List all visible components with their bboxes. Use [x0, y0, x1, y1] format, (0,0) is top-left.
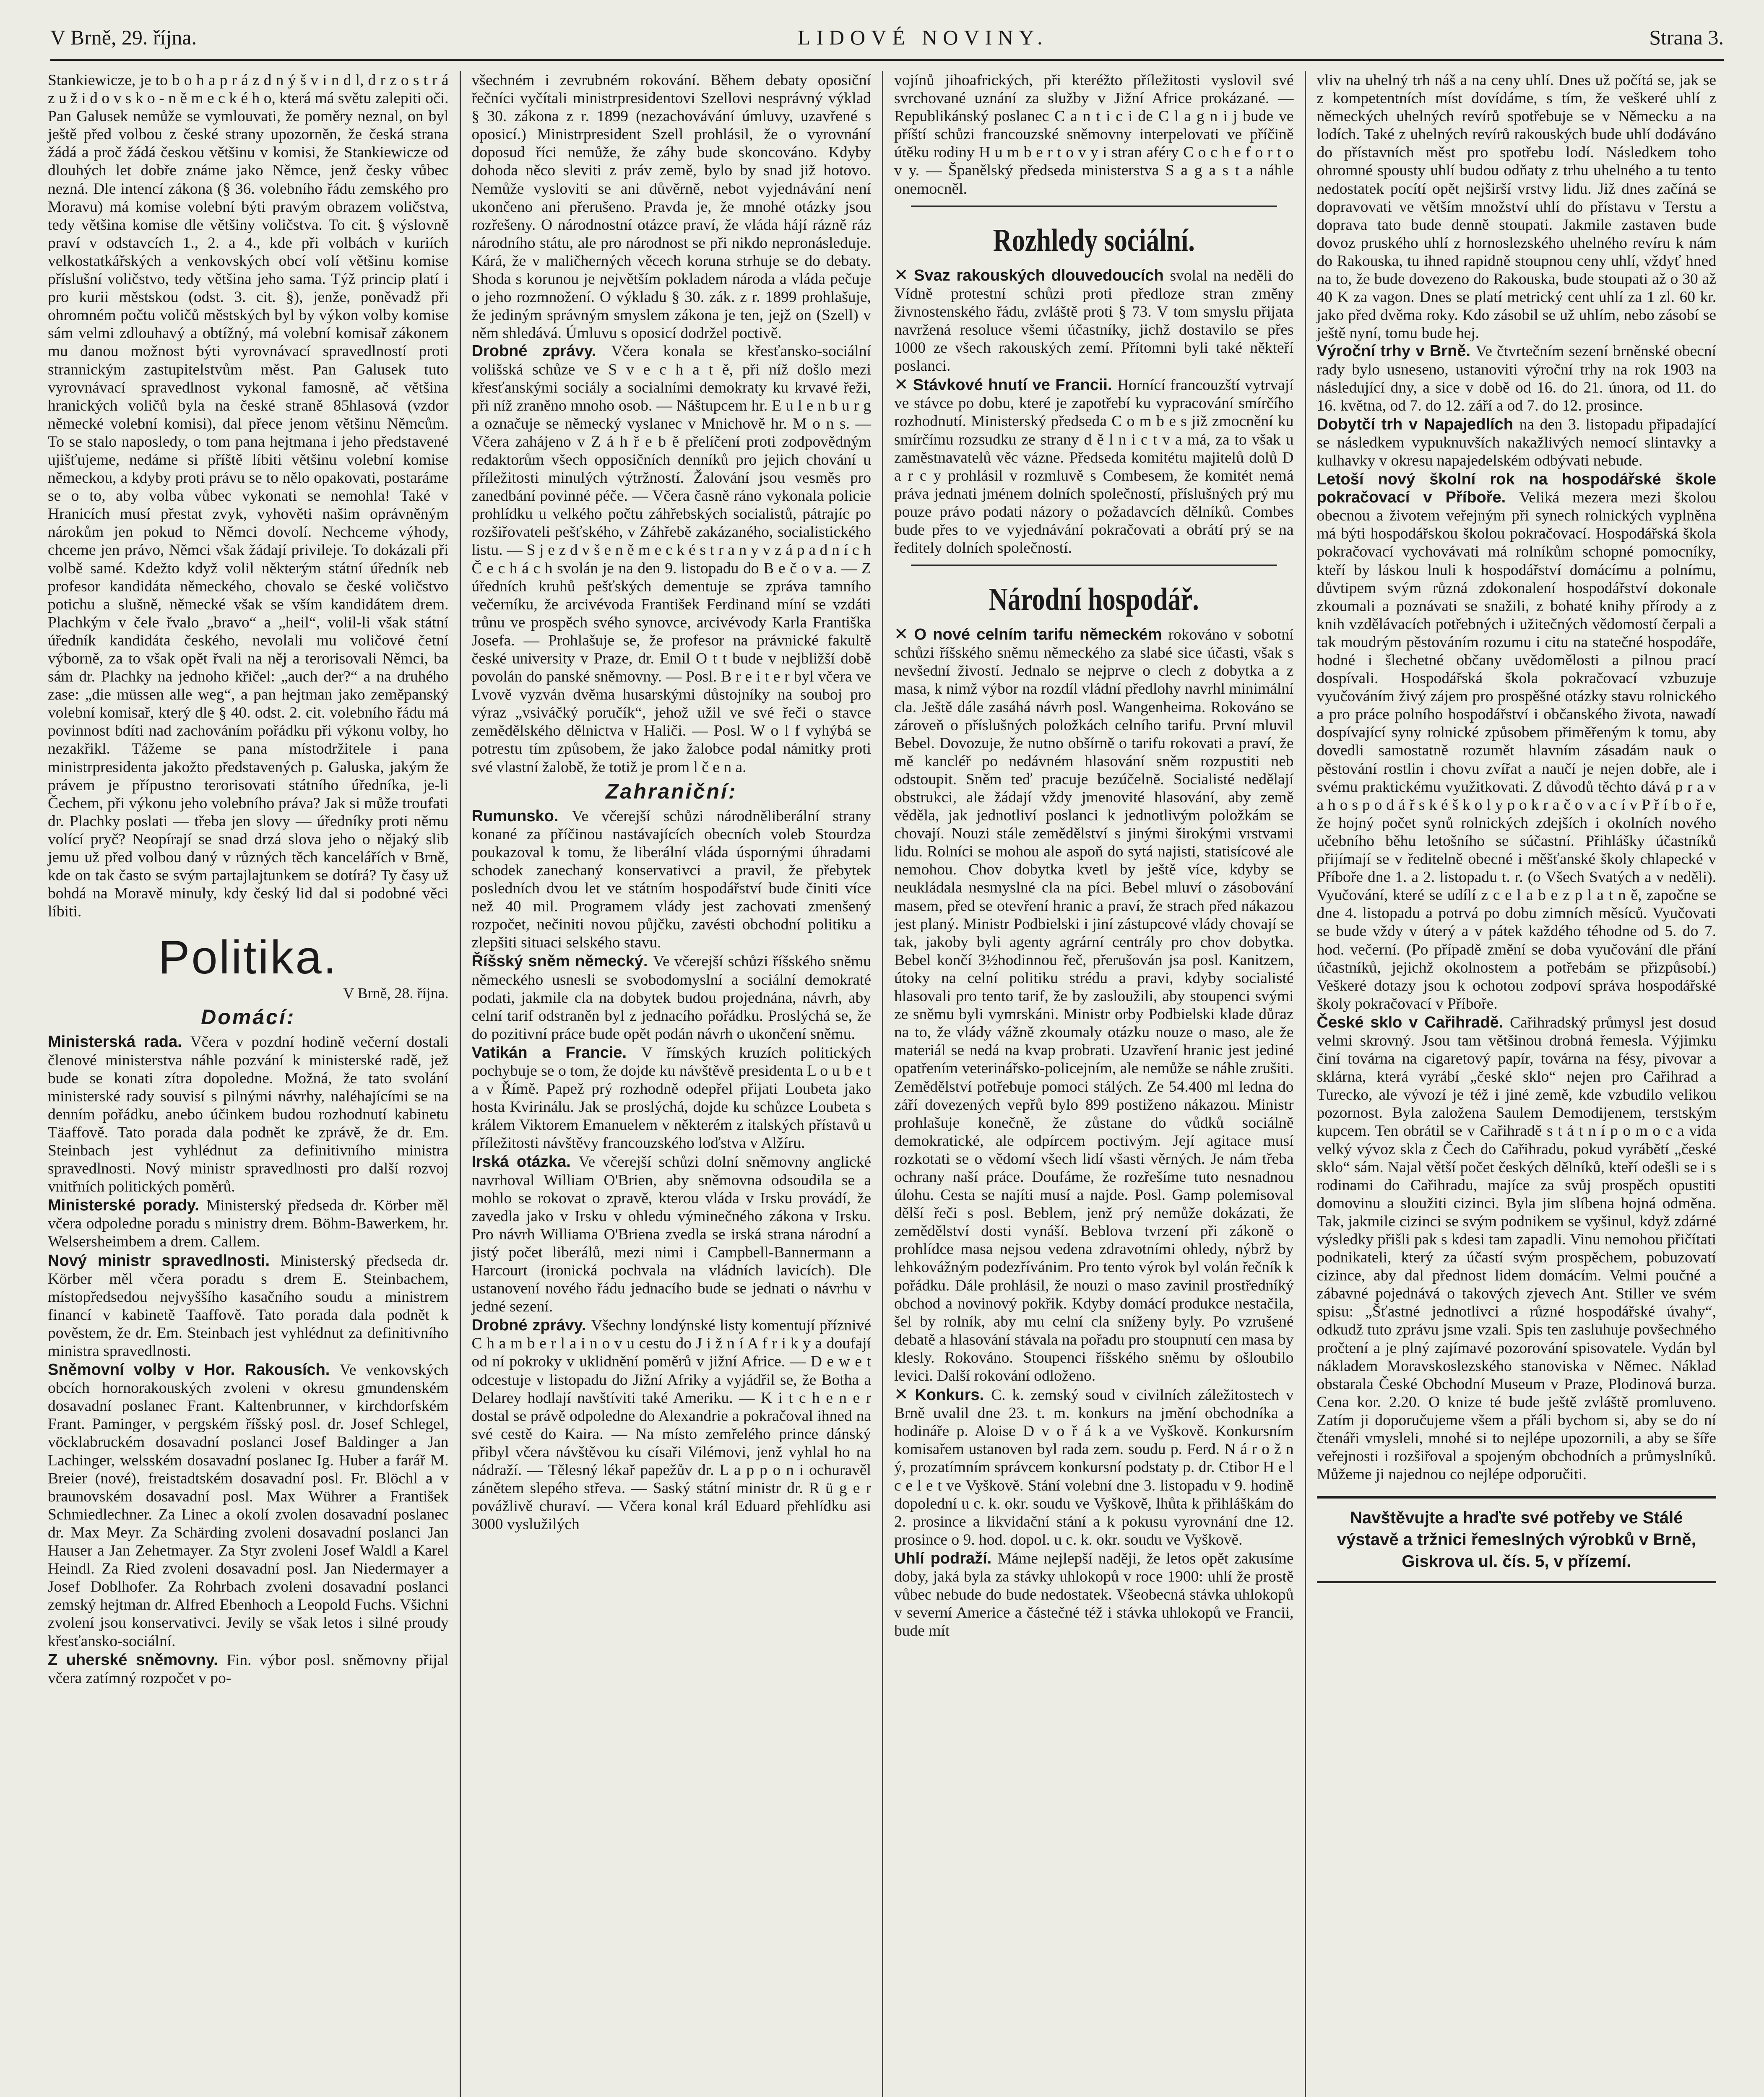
news-heading: Nový ministr spravedlnosti. — [48, 1251, 281, 1270]
news-item — [48, 1651, 449, 1687]
news-body: Včera v pozdní hodině večerní dostali členové ministerstva náhle pozvání k ministerské radě, jež bude se konati zítra dopoledne. Možná, že tato svolání ministerské rady souvisí s pilnými návrhy, naléhajícími se na denním pořádku, anebo účinkem budou rozhodnutí kabinetu Täaffově. Tato porada dala podnět ke zprávě, že dr. Em. Steinbach jest vyhlédnut za definitivního ministra spravedlnosti. Nový ministr spravedlnosti pro další rozvoj vnitřních politických poměrů. — [48, 1033, 449, 1196]
news-body: svolal na neděli do Vídně protestní schůzi proti předloze stran změny živnostenského řádu, zvláště proti § 73. V tom smyslu přijata navržená resoluce všemi účastníky, jichž dostavilo se přes 1000 ze všech rakouských zemí. Přítomni byli také někteří poslanci. — [894, 267, 1294, 375]
news-body: Máme nejlepší naději, že letos opět zakusíme doby, jaká byla za stávky uhlokopů v roce 1900: uhlí že prostě vůbec nebude do bude nedostatek. Všeobecná stávka uhlokopů v severní Americe a částečné též i stávka uhlokopů ve Francii, bude mít — [894, 1550, 1294, 1640]
news-item — [1317, 342, 1717, 414]
news-item — [1317, 1014, 1717, 1483]
news-heading: Sněmovní volby v Hor. Rakousích. — [48, 1361, 340, 1379]
news-heading: Stávkové hnutí ve Francii. — [913, 376, 1118, 394]
news-body: Cařihradský průmysl jest dosud velmi skrovný. Jsou tam většinou drobná řemesla. Výjimku činí továrna na cigaretový papír, továrna na fésy, pivovar a sklárna, která vyrábí „české sklo“ nejen pro Cařihrad a Turecko, ale vývozí je též i jiné země, kde vzbudilo velikou pozornost. Byla založena Saulem Demodijenem, terstským kupcem. Ten obrátil se v Cařihradě s t á t n í p o m o c a vida velký vývoz skla z Čech do Cařihradu, pokud vyrábětí „české sklo“ sám. Najal větší počet českých dělníků, kteří odešli se i s rodinami do Cařihradu, majíce za svůj prospěch opustiti domovinu a sloužiti cizinci. Byla jim slíbena hojná odměna. Tak, jakmile cizinci se svým podnikem se vyšinul, když zdárné výsledky přišli pak s kdesi tam zapadli. Vinu nemohou přičítati podnikateli, který za účastí svým prospěchem, pobuzovatí cizince, aby dal přednost lidem domácím. Velmi poučné a zábavné pojednává o takových zjevech Ant. Stiller ve svém spisu: „Šťastné jednotlivci a různé hospodářské úvahy“, odkudž tuto zprávu jsme vzali. Spis ten zasluhuje povšechného pročtení a je plný zajímavé pozorování spisovatele. Vydán byl nákladem Moravskoslezského stanoviska v Němec. Náklad obstarala České Obchodní Museum v Praze, Plodinová burza. Cena kor. 2.20. O knize té bude ještě zvláště promluveno. Zatím ji doporučujeme všem a přáli bychom si, aby se do ní čtenáři vmysleli, mnohé si to nejlépe upozornili, a aby se šíře veřejnosti i rozšiřoval a spojeným obchodních a průmyslníků. Můžeme ji najednou co nejlépe odporučiti. — [1316, 1014, 1716, 1483]
header-place-date: V Brně, 29. října. — [50, 26, 197, 49]
news-body: Všechny londýnské listy komentují příznivé C h a m b e r l a i n o v u cestu do J i ž n í A f r i k y a doufají od ní pokroky v uklidnění poměrů v jižní Africe. — D e w e t odcestuje v listopadu do Jižní Afriky a vyjádřil se, že Botha a Delarey hodlají navštíviti také Ameriku. — K i t c h e n e r dostal se právě odpoledne do Alexandrie a pokračoval ihned na své cestě do Kaira. — Na místo zemřelého prince dánský přibyl včera návštěvou ku císaři Vilémovi, jenž vyhlal ho na nádraží. — Tělesný lékař papežův dr. L a p p o n i ochuravěl zánětem slepého střeva. — Saský státní ministr dr. R ü g e r povážlivě churaví. — Včera konal král Eduard přehlídku asi 3000 vyslužilých — [471, 1317, 871, 1533]
rubric-rozhledy-socialni: Rozhledy sociální. — [993, 222, 1195, 258]
article-continuation: vojínů jihoafrických, při kteréžto příležitosti vyslovil své svrchované uznání za služby v Jižní Africe prokázané. — Republikánský poslanec C a n t i c i de C l a g n i j bude ve příští schůzi francouzské sněmovny interpelovati ve příčině útěku rodiny H u m b e r t o v y i stran aféry C o c h e f o r t o v y. — Španělský předseda ministerstva S a g a s t a náhle onemocněl. — [894, 72, 1294, 198]
news-body: rokováno v sobotní schůzi říšského sněmu německého za slabé sice účasti, však s nevšední živostí. Jednalo se nejprve o clech z dobytka a z masa, k nimž výbor na rozdíl vládní předlohy navrhl minimální cla. Ještě dále zasáhá návrh posl. Wangenheima. Rokováno se zároveň o příslušných položkách celního tarifu. První mluvil Bebel. Dovozuje, že nutno obšírně o tarifu rokovati a praví, že mě kancléř po nedávném hlasování sněm rozpustiti neb odstoupit. Sněm teď pracuje bezúčelně. Socialisté nedělají obstrukci, ale žádají vždy jmenovité hlasování, aby země věděla, jak jednotliví poslanci k jednotlivým položkám se chovají. Nouzi stále zemědělství s jinými širokými vrstvami lidu. Rolníci se mohou ale aspoň do sytá najisti, statisícové ale nemohou. Chov dobytka kvetl by ještě více, kdyby se neukládala nesmyslné cla na píci. Bebel mluví o zásobování masem, před se otevření hranic a praví, že strach před nákazou jest planý. Ministr Podbielski i jiní zástupcové vlády chovají se tak, jakoby byli agenty agrární centrály pro chov dobytka. Bebel končí 3½hodinnou řeč, přerušován jsa posl. Kanitzem, útoky na celní politiku strédu a pravi, kdyby socialisté hlasovali pro tento tarif, že by zasloužili, aby stoupenci svými ze sněmu byli vymrskáni. Ministr orby Podbielski klade důraz na to, že vlády vážně zkoumaly otázku nouze o maso, ale že materiál se nedá na kvap probrati. Uzavření hranic jest jediné opatřením veterinářsko-policejním, ale nemůže se náhle zrušiti. Zemědělství potřebuje pomoci stálých. Ze 54.400 ml ledna do září dovezených vepřů bylo 899 postiženo nákazou. Ministr prohlašuje konečně, že zůstane do vůdků sociálně demokratické, ale odpírcem poctivým. Její agitace musí rozkotati se o vědomí všech lidí všasti věrných. Je nám třeba ochrany naší práce. Doufáme, že rozřešíme tuto nesnadnou úlohu. Cesta se najíti musí a najde. Posl. Gamp polemisoval dělší řeči s posl. Beblem, jenž prý nemůže dokázati, že zemědělství dosti vynáší. Beblova tvrzení při zákoně o prohlídce masa nejsou vedena zdravotními ohledy, nýbrž by lehkovážným podezřívánim. Pro tento výrok byl volán řečník k pořádku. Dále prohlásil, že nouzi o maso zavinil prostředníký obchod a novinový pokřik. Kdyby domácí produkce nestačila, šel by rolník, aby mu celní cla sníženy byly. Po vzrušené debatě a hlasování stávala na pořadu pro stoupnutí cen masa by klesly. Rokováno. Stoupenci říšského sněmu by ošloubilo levici. Další rokování odloženo. — [894, 626, 1294, 1384]
news-heading: Letoší nový školní rok na hospodářské škole pokračovací v Příboře. — [1316, 471, 1716, 507]
news-body: Ve čtvrtečním sezení brněnské obecní rady bylo usneseno, ustanoviti výroční trhy na rok 1903 na následující dny, a sice v době od 16. do 21. února, od 11. do 16. května, od 7. do 12. září a od 7. do 12. prosince. — [1316, 343, 1717, 414]
news-heading: Drobné zprávy. — [471, 342, 611, 360]
news-item — [472, 1153, 872, 1316]
news-body: Ve včerejší schůzi národněliberální strany konané za příčinou nastávajících obecních voleb Stourdza poukazoval k tomu, že liberální vláda úspornými úhradami schodek zanechaný konservativci a pravil, že přebytek posledních dvou let ve státním hospodářství bude činiti více než 40 mil. Programem vlády jest zachovati zmenšený rozpočet, nečiniti novou půjčku, zavésti obchodní politiku a zlepšiti situaci selského stavu. — [471, 807, 872, 952]
article-continuation: všechném i zevrubném rokování. Během debaty oposiční řečníci vyčítali ministrpresidentovi Szellovi nesprávný výklad § 30. zákona z r. 1899 (nezachovávání úmluvy, uzavřené s oposicí.) Ministrpresident Szell prohlásil, že o vyrovnání doposud říci nemůže, že záhy bude skoncováno. Kdyby dohoda něco sleviti z práv země, bylo by snad již hotovo. Nemůže vysloviti se ani důvěrně, nebot vyjednávání není ukončeno ani přerušeno. Pravda je, že mnohé otázky jsou rozřešeny. O národnostní otázce praví, že vláda hájí rázně ráz národního státu, ale pro národnost se při nikdo nepronásleduje. Kárá, že v maličherných věcech koruna strhuje se do debaty. Shoda s korunou je největším pokladem národa a vláda pečuje o jeho rozmnožení. O výkladu § 30. zák. z r. 1899 prohlašuje, že jediným správným smyslem zákona je ten, jejž on (Szell) v něm shledává. Úmluvu s oposicí dodržel poctivě. — [471, 72, 871, 342]
news-item — [894, 266, 1294, 375]
news-body: C. k. zemský soud v civilních záležitostech v Brně uvalil dne 23. t. m. konkurs na jmění obchodníka a hodináře p. Aloise D v o ř á k a ve Vyškově. Konkursním komisařem ustanoven byl rada zem. soudu p. Ferd. N á r o ž n ý, prozatímním správcem konkursní podstaty p. dr. Ctibor H e l c e l e t ve Vyškově. Stání volební dne 3. listopadu v 9. hodině dopolední u c. k. okr. soudu ve Vyškově, lhůta k přihláškám do 2. prosince a likvidační stání a k pokusu vyrovnání dne 12. prosince o 9. hod. dopol. u c. k. okr. soudu ve Vyškově. — [894, 1387, 1294, 1548]
subsection-zahranicni: Zahraniční: — [606, 779, 737, 803]
section-title-politika: Politika. — [158, 931, 338, 984]
article-continuation: vliv na uhelný trh náš a na ceny uhlí. Dnes už počítá se, jak se z kompetentních míst dovídáme, s tím, že veškeré uhlí z německých uhelných revírů spotřebuje se v Německu a na lodích. Také z uhelných revírů rakouských bude uhlí dodáváno do přístavních měst pro spotřebu lodí. Následkem toho ohromné spousty uhlí budou odňaty z trhu uhelného a tu tento nedostatek pocítí opět nejširší vrstvy lidu. Již dnes začíná se dopravovati ve větším množství uhlí do přístavu v Terstu a doprava tato bude denně stoupati. Jakmile zastaven bude dovoz pruského uhlí z hornoslezského uhelného revíru k nám do Rakouska, tu ihned rapidně stoupnou ceny uhlí, vždyť hned na to, že bude dovezeno do Rakouska, bude stoupati až o 30 až 40 K za vagon. Dnes se platí metrický cent uhlí za 1 zl. 60 kr. jako před dvěma roky. Kdo zásobil se už uhlím, nebo zásobí se ještě nyní, tomu bude hej. — [1316, 72, 1716, 342]
news-heading: O nové celním tarifu německém — [914, 626, 1168, 644]
text-columns — [37, 71, 1727, 2097]
news-item — [48, 1033, 449, 1196]
news-item — [472, 952, 872, 1043]
news-item — [894, 376, 1294, 557]
news-heading: Výroční trhy v Brně. — [1316, 342, 1476, 360]
news-item — [1317, 416, 1717, 470]
news-heading: Rumunsko. — [471, 807, 572, 825]
news-heading: Irská otázka. — [471, 1153, 579, 1171]
column-2 — [460, 71, 882, 2097]
news-item — [1317, 471, 1717, 1013]
news-item — [48, 1252, 449, 1361]
news-body: Fin. výbor posl. sněmovny přijal včera zatímný rozpočet v po- — [48, 1651, 449, 1687]
subsection-domaci: Domácí: — [201, 1005, 296, 1029]
news-body: Hornící francouzští vytrvají ve stávce po dobu, které je zapotřebí ku vypracování smírčího rozhodnutí. Ministerský předseda C o m b e s již zmocnění ku smírčímu rozsudku ze strany d ě l n i c t v a má, za to však u zaměstnavatelů věc vázne. Předseda komitétu majitelů dolů D a r c y prohlásil v rozmluvě s Combesem, že komitét nemá práva jednati jménem dolních společností, příslušných prý mu pouze právo podati názory o požadavcích dělníků. Combes bude přes to ve vyjednávání pokračovati a obrátí prý se na ředitely dolních společností. — [894, 377, 1294, 557]
news-body: Ve včerejší schůzi dolní sněmovny anglické navrhoval William O'Brien, aby sněmovna odsoudila se a mohlo se rokovat o zpravě, kterou vláda v Irsku provádí, že zavedla jako v Irsku v ohledu výminečného zákona v Irsku. Pro návrh Williama O'Briena zvedla se irská strana národní a jistý počet liberálů, mezi nimi i Campbell-Bannermann a Harcourt (ironická pochvala na vládních lavicích). Dle ustanovení nového řádu jednacího bude se jednati o návrhu v jedné sezení. — [471, 1153, 871, 1316]
news-heading: Ministerská rada. — [48, 1033, 190, 1051]
article-continuation: Stankiewicze, je to b o h a p r á z d n ý š v i n d l, d r z o s t r á z u ž i d o v s k o - n ě m e c k é h o, která má světu zalepiti oči. Pan Galusek nemůže se vymlouvati, že poměry neznal, on byl ještě před volbou z české strany upozorněn, že česká strana žádá a proč žádá českou většinu v komisi, že Stankiewicze od dlouhých let dobře známe jako Němce, jenž česky vůbec nezná. Dle intencí zákona (§ 36. volebního řádu zemského pro Moravu) má komise volební býti pravým obrazem voličstva, tedy většina komise dle většiny voličstva. To cit. § výslovně praví v odstavcích 1., 2. a 4., kde při volbách v kuriích velkostatkářských a venkovských obcí volí většinu komise příslušní voličstvo, tedy většina jeho sama. Týž princip platí i pro kurii městskou (odst. 3. cit. §), jenže, poněvadž při ohromném počtu voličů městských byl by výkon volby komise sám velmi zdlouhavý a obtížný, má volební komisař zákonem mu danou možnost býti vyrovnávací spravedlností proti strannickým zastupitelstvům měst. Pan Galusek tuto vyrovnávací spravedlnost vykonal famosně, ač většina hranických voličů byla na české straně 85hlasová (vzdor německé volební komisi), dal přece jenom většinu Němcům. To se stalo naposledy, o tom pana hejtmana i jeho představené ujišťujeme, nedáme si příště líbiti většinu volební komise německou, a kdyby proti právu se to nělo opakovati, postaráme se o to, aby volba vůbec vykonati se nemohla! Také v Hranicích musí přestat zvyk, vyhověti našim oprávněným nárokům jen pokud to Němci dovolí. Nechceme výhody, chceme jen právo, Němci však žádají privileje. To dokázali při volbě samé. Kdežto když volil některým státní úředník neb profesor kandidáta německého, chovalo se české voličstvo potichu a slušně, německé však se vším kandidátem drem. Plachkým v čele řvalo „bravo“ a „heil“, volil-li však státní úředník kandidáta českého, nevolali mu voličové četní výborně, za to však opět řvali na něj a terorisovali Němci, ba sám dr. Plachky na jednoho křičel: „auch der?“ a na druhého zase: „die müssen alle weg“, a pan hejtman jako zeměpanský volební komisař, který dle § 40. odst. 2. cit. volebního řádu má povinnost bdíti nad zachováním pořádku při výkonu volby, ho nezakřikl. Tážeme se pana místodržitele i pana ministrpresidenta jakožto představených p. Galuska, jakým že právem je přípustno terorisovati státního úředníka, je-li Čechem, při výkonu jeho volebního práva? Jak si může troufati dr. Plachky poslati — třeba jen slovy — úředníky proti němu volící pryč? Neopírají se snad drzá slova jeho o nějaký slib jemu už před volbou daný v různých těch kancelářích v Brně, kde on tak často se svým partajlajtunkem se dotírá? Ty časy už bohdá na Moravě minuly, kdy český lid dal si podobné věci líbiti. — [48, 72, 449, 921]
news-heading: Z uherské sněmovny. — [48, 1651, 227, 1669]
news-item — [472, 807, 872, 952]
news-heading: Ministerské porady. — [48, 1197, 206, 1215]
section-rule — [911, 206, 1277, 207]
news-item — [894, 625, 1294, 1385]
news-heading: Dobytčí trh v Napajedlích — [1316, 415, 1519, 433]
cross-mark-icon: ✕ — [894, 1385, 908, 1405]
rubric-narodni-hospodar: Národní hospodář. — [989, 582, 1199, 617]
news-body: Včera konala se křesťansko-sociální volišská schůze ve S v e c h a t ě, při níž došlo mezi křesťanskými sociály a socialními demokraty ku krvavé řeži, při níž zraněno mnoho osob. — Náštupcem hr. E u l e n b u r g a označuje se německý vyslanec v Mnichově hr. M o n s. — Včera zahájeno v Z á h ř e b ě přelíčení proti zodpovědným redaktorům všech opposičních denníků pro jejich chování u příležitosti minulých výtržností. Žalování jsou vesměs pro zanedbání povinné péče. — Včera časně ráno vykonala policie prohlídku u velkého počtu záhřebských socialistů, pátrajíc po rozšiřovateli pešťského, v Záhřebě zakázaného, socialistického listu. — S j e z d v š e n ě m e c k é s t r a n y v z á p a d n í c h Č e c h á c h svolán je na den 9. listopadu do B e č o v a. — Z úředních kruhů pešťských dementuje se zpráva tamního večerníku, že arcivévoda František Ferdinand míní se vzdáti trůnu ve prospěch svého synovce, arcivévody Karla Františka Josefa. — Prohlašuje se, že profesor na právnické fakultě české university v Praze, dr. Emil O t t bude v nejbližší době povolán do panské sněmovny. — Posl. B r e i t e r byl včera ve Lvově vyzván dvěma husarskými důstojníky na souboj pro výraz „vsiváčký poručík“, jehož užil ve své řeči o stavce zemědělského dělnictva v Haliči. — Posl. W o l f vyhýbá se potrestu tím způsobem, že jako žalobce podal námitky proti své vlastní žalobě, že totiž je prom l č e n a. — [471, 343, 871, 776]
news-body: na den 3. listopadu připadající se následkem vypuknuvších nakažlivých nemocí slintavky a kulhavky v okresu napajedelském odbývati nebude. — [1316, 416, 1716, 469]
cross-mark-icon: ✕ — [894, 624, 908, 644]
news-heading: Uhlí podraží. — [894, 1549, 998, 1567]
page-header — [50, 25, 1724, 61]
section-rule — [911, 565, 1277, 566]
column-4 — [1305, 71, 1728, 2097]
news-heading: Svaz rakouských dlouvedoucích — [914, 266, 1170, 284]
header-paper-title: LIDOVÉ NOVINY. — [797, 26, 1049, 49]
news-body: Veliká mezera mezi školou obecnou a životem veřejným při synech rolnických vyplněna má býti hospodářskou školou pokračovací. Hospodářská škola pokračovací vychovávati má rolníkům schopné pomocníky, kteří by láskou lnuli k hospodářství domácímu a polnímu, důvtipem svým různá zdokonalení hospodářství dokonale zkoumali a poznávati se snažili, z bohaté knihy přírody a z knih vzdělávacích potřebných i užitečných vědomostí čerpali a tak moudrým pěstováním rozumu i citu na statečné hospodáře, hodné i šlechetné občany uvědomělosti a pilnou prací dospívali. Hospodářská škola pokračovací vzbuzuje vyučováním živý zájem pro prospěšné otázky stavu rolnického a pro práce polního hospodářství i občanského života, nawadí dospívající syny rolnické způsobem přiměřeným k tomu, aby dovedli samostatně rozumět hlavním zásadám nauk o pěstování rostlin i chovu zvířat a naučí je nejen dobře, ale i svému praktickému využitkovati. Z důvodů těchto dává p r a v a h o s p o d á ř s k é š k o l y p o k r a č o v a c í v P ř í b o ř e, že hojný počet synů rolnických zdejších i okolních nového učebního běhu letošního se súčastní. Přihlášky účastníků přijímají se v ředitelně obecné i měšťanské školy chlapecké v Příboře dne 1. a 2. listopadu t. r. (o Všech Svatých a v neděli). Vyučování, které se udílí z c e l a b e z p l a t n ě, započne se dne 4. listopadu a potrvá po dobu zimních měsíců. Vyučovati se bude vždy v úterý a v pátek každého téhodne od 5. do 7. hod. večerní. (Po případě změní se doba vyučování dle přání účastníků, jejichž okolnostem a potřebám se přizpůsobí.) Veškeré dotazy jsou k ochotou zodpoví správa hospodářské školy pokračovací v Příboře. — [1316, 489, 1716, 1012]
news-heading: České sklo v Cařihradě. — [1316, 1013, 1510, 1031]
column-3 — [882, 71, 1305, 2097]
column-1 — [37, 71, 460, 2097]
news-item — [894, 1386, 1294, 1549]
news-item — [472, 1044, 872, 1153]
news-heading: Konkurs. — [915, 1386, 991, 1404]
news-body: Ministerský předseda dr. Körber měl včera poradu s drem E. Steinbachem, místopředsedou nejvyššího kasačního soudu a ministrem financí v kabinetě Taaffově. Tato porada dala podnět k pověstem, že dr. Em. Steinbach jest vyhlédnut za definitivního ministra spravedlnosti. — [48, 1252, 449, 1360]
news-heading: Vatikán a Francie. — [471, 1043, 641, 1062]
news-item — [894, 1550, 1294, 1640]
news-heading: Drobné zprávy. — [471, 1316, 591, 1335]
dateline: V Brně, 28. října. — [343, 985, 449, 1002]
header-page-number: Strana 3. — [1649, 26, 1724, 49]
news-item — [48, 1197, 449, 1251]
news-heading: Říšský sněm německý. — [471, 952, 653, 970]
news-item — [472, 1316, 872, 1533]
advertisement-box: Navštěvujte a hraďte své potřeby ve Stálé výstavě a tržnici řemeslných výrobků v Brně, Giskrova ul. čís. 5, v přízemí. — [1317, 1496, 1717, 1583]
cross-mark-icon: ✕ — [894, 375, 908, 395]
news-body: Ministerský předseda dr. Körber měl včera odpoledne poradu s ministry drem. Böhm-Bawerkem, hr. Welsersheimbem a drem. Callem. — [48, 1197, 449, 1251]
news-item — [472, 342, 872, 776]
news-body: V římských kruzích politických pochybuje se o tom, že dojde ku návštěvě presidenta L o u b e t a v Římě. Papež prý rozhodně odepřel přijati Loubeta jako hosta Kvirinálu. Jak se proslýchá, dojde ku schůzce Loubeta s králem Viktorem Emanuelem v některém z italských přístavů u příležitosti návštěvy francouzského loďstva v Alžíru. — [471, 1044, 871, 1152]
news-body: Ve venkovských obcích hornorakouských zvoleni v okresu gmundenském dosavadní poslanec Frant. Kaltenbrunner, v kirchdorfském Frant. Paminger, v pergském říšský posl. dr. Josef Schlegel, vöcklabruckém dosavadní poslanci Josef Baldinger a Jan Lachinger, welsském dosavadní poslanec Ig. Huber a farář M. Breier (nové), freistadtském dosavadní posl. Fr. Blöchl a v braunovském dosavadní posl. Max Wührer a František Schmiedlechner. Za Linec a okolí zvolen dosavadní poslanec dr. Max Meyr. Za Schärding zvoleni dosavadní poslanci Jan Hauser a Jan Zehetmayer. Za Styr zvoleni Josef Waldl a Karel Heindl. Za Ried zvoleni dosavadní posl. Jan Niedermayer a Josef Doblhofer. Za Rohrbach zvoleni dosavadní poslanci zemský hejtman dr. Alfred Ebenhoch a Leopold Fuchs. Všichni zvolení jsou konservativci. Jevily se však letos i silné proudy křesťansko-sociální. — [48, 1361, 449, 1650]
news-item — [48, 1361, 449, 1650]
cross-mark-icon: ✕ — [894, 265, 908, 285]
news-body: Ve včerejší schůzi říšského sněmu německého usnesli se svobodomyslní a sociální demokraté podati, jakmile cla na dobytek budou projednána, návrh, aby celní tarif odstraněn byl z jednacího pořádku. Proslýchá se, že do pozitivní práce bude opět podán návrh o ukončení sněmu. — [471, 953, 872, 1043]
